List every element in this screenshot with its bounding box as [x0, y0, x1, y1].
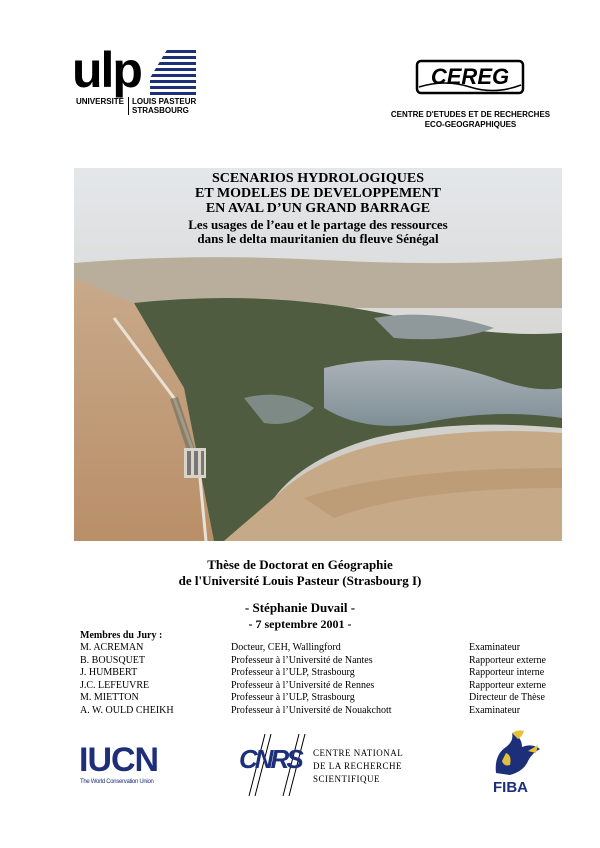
thesis-date: - 7 septembre 2001 - — [248, 617, 352, 631]
jury-title: Professeur à l’Université de Nouakchott — [231, 704, 392, 716]
subtitle-line2: dans le delta mauritanien du fleuve Sénégal — [197, 231, 439, 246]
jury-list — [80, 642, 546, 718]
thesis-line2: de l'Université Louis Pasteur (Strasbourg I) — [178, 573, 422, 588]
jury-name: A. W. OULD CHEIKH — [80, 704, 174, 716]
jury-row — [80, 692, 545, 705]
jury-row — [80, 679, 546, 693]
jury-title: Professeur à l’ULP, Strasbourg — [231, 667, 355, 679]
cnrs-line3: SCIENTIFIQUE — [313, 774, 380, 784]
cnrs-line2: DE LA RECHERCHE — [313, 761, 403, 771]
jury-title: Docteur, CEH, Wallingford — [231, 642, 341, 653]
ulp-logo-text: ulp — [72, 42, 141, 98]
cnrs-line1: CENTRE NATIONAL — [313, 748, 404, 758]
jury-row — [80, 642, 540, 655]
jury-name: B. BOUSQUET — [80, 654, 146, 666]
jury-role: Examinateur — [469, 642, 521, 653]
jury-role: Rapporteur externe — [469, 679, 546, 691]
thesis-line1: Thèse de Doctorat en Géographie — [207, 557, 393, 572]
jury-title: Professeur à l’ULP, Strasbourg — [231, 692, 355, 704]
jury-name: J.C. LEFEUVRE — [80, 679, 150, 691]
jury-title: Professeur à l’Université de Rennes — [231, 679, 375, 691]
cnrs-letters: CNRS — [239, 744, 301, 774]
jury-heading: Membres du Jury : — [80, 630, 163, 641]
jury-row — [80, 667, 545, 680]
jury-name: J. HUMBERT — [80, 667, 138, 679]
jury-role: Rapporteur externe — [469, 654, 546, 666]
cereg-logo — [415, 57, 525, 97]
cnrs-logo — [235, 730, 310, 800]
title-block — [74, 168, 562, 246]
jury-role: Examinateur — [469, 704, 521, 716]
fiba-logo-text: FIBA — [493, 779, 528, 796]
cereg-caption-line2: ECO-GEOGRAPHIQUES — [424, 120, 517, 129]
cereg-caption-line1: CENTRE D'ETUDES ET DE RECHERCHES — [390, 110, 551, 119]
jury-row — [80, 705, 540, 718]
ulp-strasbourg-label: STRASBOURG — [132, 106, 189, 115]
title-line1: SCENARIOS HYDROLOGIQUES — [212, 171, 424, 186]
jury-name: M. ACREMAN — [80, 642, 144, 653]
iucn-tagline: The World Conservation Union — [80, 779, 154, 785]
cnrs-caption — [313, 747, 403, 786]
jury-role: Directeur de Thèse — [469, 692, 545, 704]
cereg-caption — [383, 110, 558, 130]
jury-name: M. MIETTON — [80, 692, 139, 704]
jury-role: Rapporteur interne — [469, 667, 545, 679]
title-line3: EN AVAL D’UN GRAND BARRAGE — [205, 201, 431, 216]
ulp-stripes-icon — [150, 48, 196, 96]
jury-row — [80, 654, 546, 668]
iucn-logo: IUCN — [79, 741, 159, 779]
thesis-author: - Stéphanie Duvail - — [244, 600, 356, 615]
fiba-bird-icon — [488, 727, 546, 777]
jury-title: Professeur à l’Université de Nantes — [231, 654, 373, 666]
ulp-louis-pasteur-label: LOUIS PASTEUR — [132, 97, 197, 106]
subtitle-line1: Les usages de l’eau et le partage des ressources — [188, 217, 448, 232]
cereg-letters: CEREG — [430, 64, 510, 89]
title-line2: ET MODELES DE DEVELOPPEMENT — [195, 186, 441, 201]
ulp-louis-pasteur — [128, 97, 196, 115]
ulp-universite: UNIVERSITÉ — [76, 97, 125, 106]
